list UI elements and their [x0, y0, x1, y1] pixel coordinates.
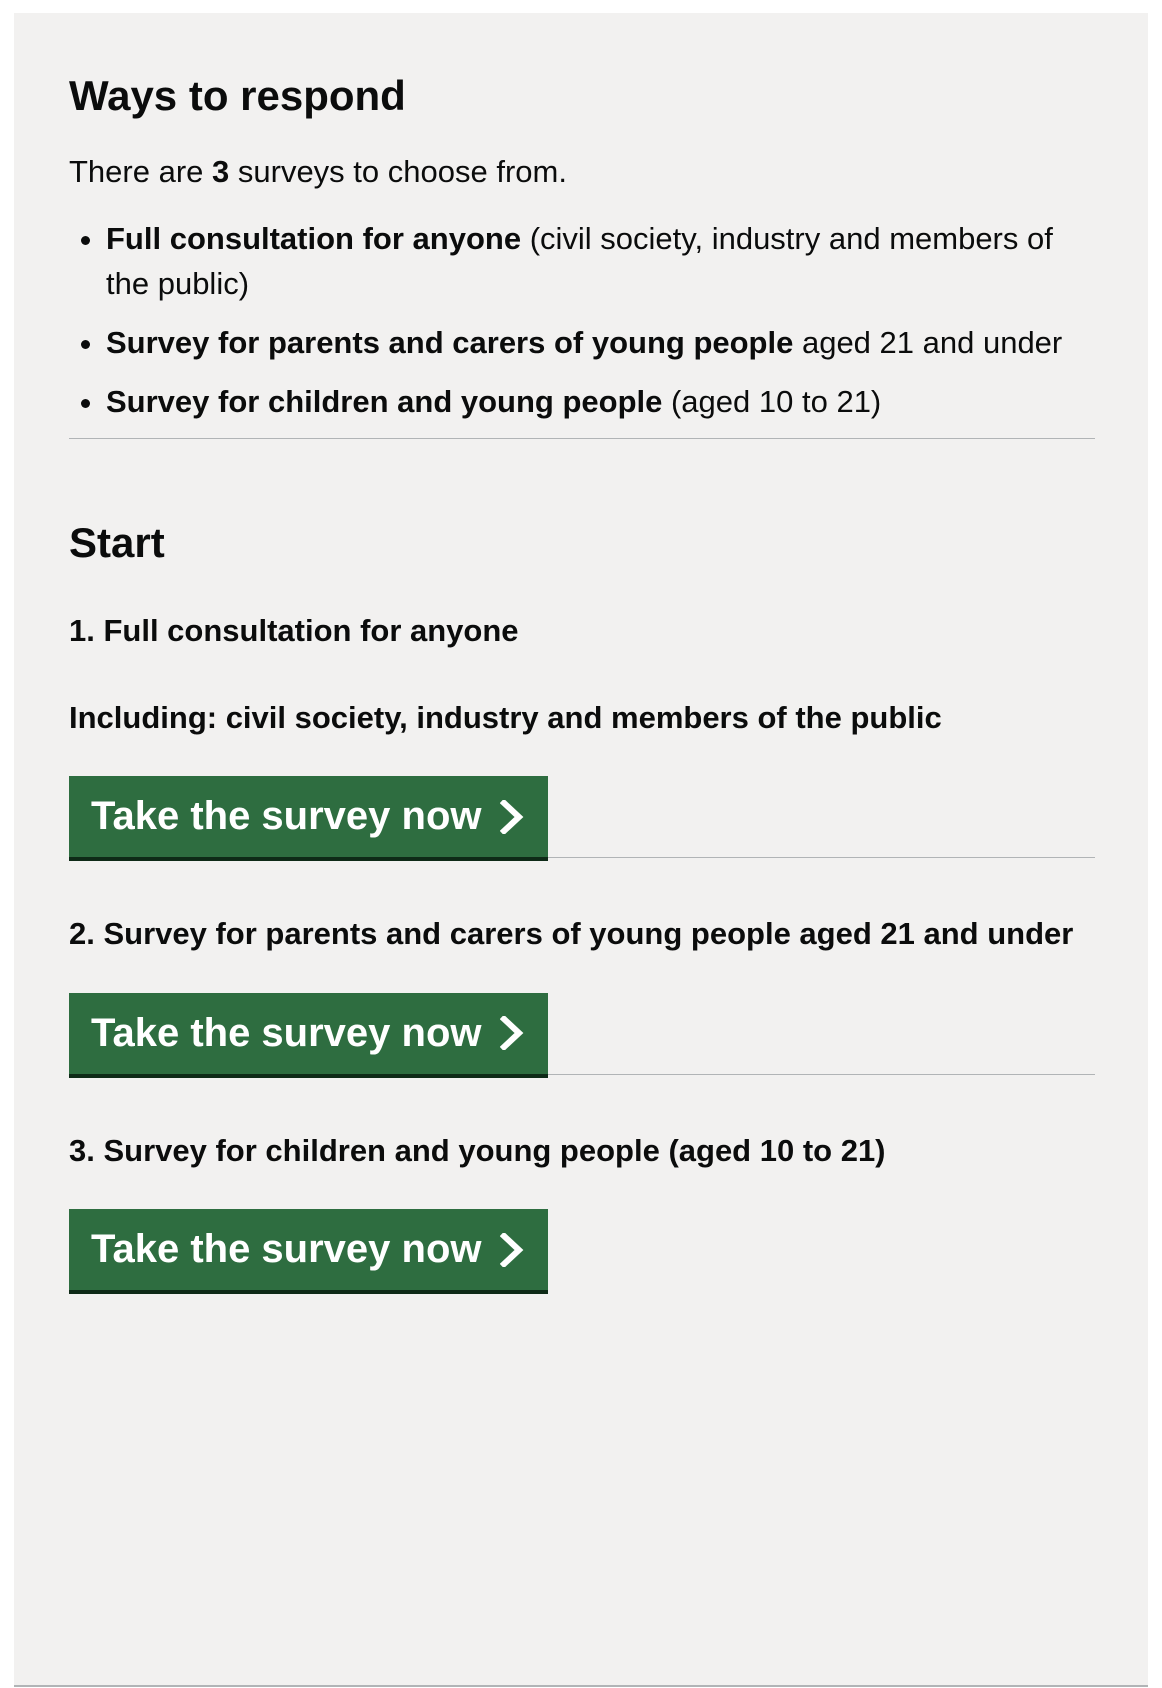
ways-to-respond-heading: Ways to respond — [69, 72, 406, 119]
list-item-detail: aged 21 and under — [793, 324, 1063, 360]
take-survey-3-button-label: Take the survey now — [91, 1227, 482, 1272]
list-item — [106, 380, 1093, 425]
list-item-detail: (aged 10 to 21) — [662, 383, 882, 419]
take-survey-2-button-label: Take the survey now — [91, 1010, 482, 1055]
list-item-bold: Full consultation for anyone — [106, 220, 522, 256]
survey-count-intro — [69, 152, 1093, 192]
survey-count: 3 — [212, 154, 230, 190]
take-survey-2-button[interactable] — [69, 993, 548, 1074]
list-item-bold: Survey for parents and carers of young people — [106, 324, 794, 360]
list-item-bold: Survey for children and young people — [106, 383, 663, 419]
survey-1-subheading: Including: civil society, industry and members of the public — [69, 700, 942, 736]
list-item — [106, 321, 1093, 366]
take-survey-3-button[interactable] — [69, 1209, 548, 1290]
chevron-right-icon — [500, 1233, 526, 1267]
panel-bottom-border — [14, 1685, 1148, 1687]
list-item — [106, 217, 1093, 307]
take-survey-1-button-label: Take the survey now — [91, 794, 482, 839]
list-item-detail: (civil society, industry and members of the public) — [106, 220, 1053, 301]
section-divider — [69, 857, 1095, 858]
chevron-right-icon — [500, 1016, 526, 1050]
survey-options-list — [69, 217, 1093, 425]
take-survey-1-button[interactable] — [69, 776, 548, 857]
chevron-right-icon — [500, 800, 526, 834]
intro-text-after: surveys to choose from. — [229, 154, 567, 190]
survey-1-heading: 1. Full consultation for anyone — [69, 612, 519, 648]
start-heading: Start — [69, 519, 165, 567]
section-divider — [69, 1074, 1095, 1075]
survey-2-heading: 2. Survey for parents and carers of young people aged 21 and under — [69, 916, 1074, 952]
survey-3-heading: 3. Survey for children and young people (aged 10 to 21) — [69, 1132, 886, 1168]
section-divider — [69, 438, 1095, 439]
ways-to-respond-panel — [14, 13, 1148, 1687]
intro-text-before: There are — [69, 154, 213, 190]
